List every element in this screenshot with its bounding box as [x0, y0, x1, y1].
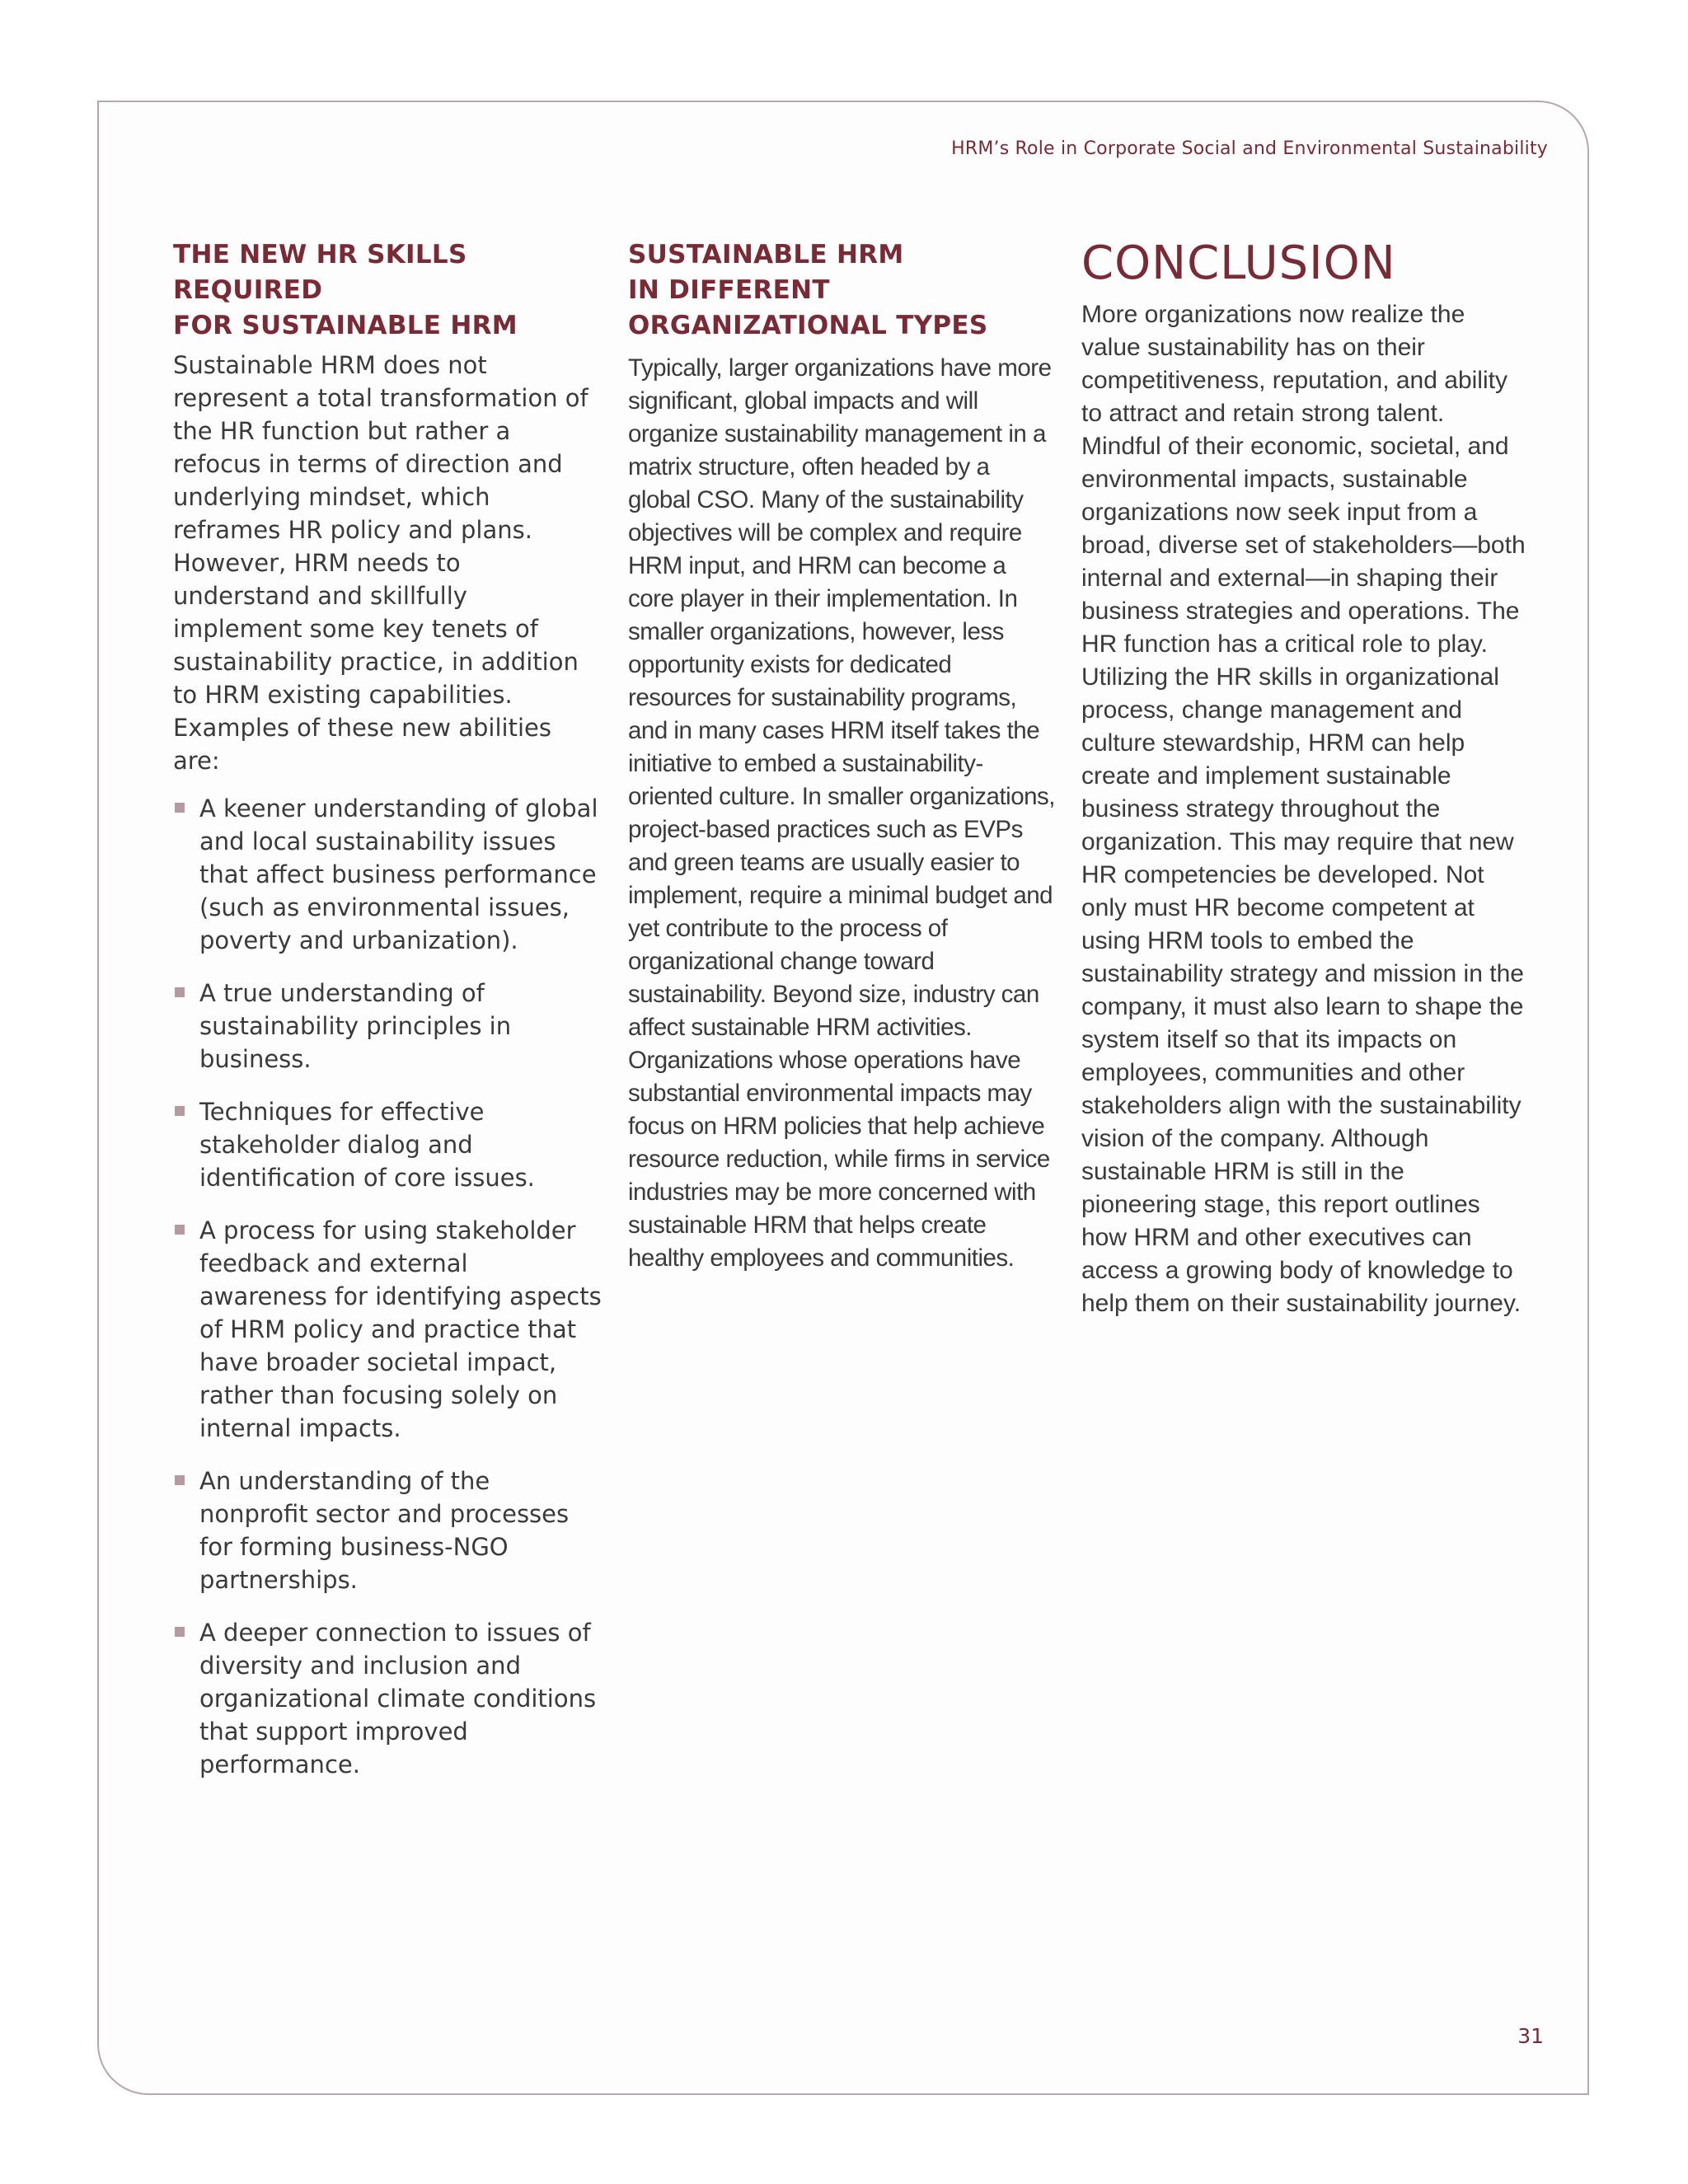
list-item-text: A true understanding of sustainability principles in business.: [199, 979, 512, 1073]
square-bullet-icon: [175, 987, 185, 997]
list-item: [173, 977, 602, 1076]
skills-bullet-list: [173, 792, 602, 1781]
intro-paragraph: Sustainable HRM does not represent a total transformation of the HR function but rather a refocus in terms of direction and underlying mindset, which reframes HR policy and plans. However, HRM needs to understand and skillfully implement some key tenets of sustainability practice, in addition to HRM existing capabilities. Examples of these new abilities are:: [173, 351, 588, 775]
list-item: [173, 1616, 602, 1781]
list-item: [173, 792, 602, 957]
square-bullet-icon: [175, 1225, 185, 1235]
square-bullet-icon: [175, 803, 185, 813]
list-item-text: A process for using stakeholder feedback and external awareness for identifying aspects of HRM policy and practice that have broader societal impact, rather than focusing solely on internal impacts.: [199, 1216, 602, 1442]
list-item-text: Techniques for effective stakeholder dialog and identification of core issues.: [199, 1098, 535, 1192]
column-organizational-types: [628, 237, 1057, 1275]
column-new-hr-skills: [173, 237, 602, 1801]
square-bullet-icon: [175, 1106, 185, 1116]
organizational-types-paragraph: Typically, larger organizations have more significant, global impacts and will organize sustainability management in a matrix structure, often headed by a global CSO. Many of the sustainability objectives will be complex and require HRM input, and HRM can become a core player in their implementation. In smaller organizations, however, less opportunity exists for dedicated resources for sustainability programs, and in many cases HRM itself takes the initiative to embed a sustainability-oriented culture. In smaller organizations, project-based practices such as EVPs and green teams are usually easier to implement, require a minimal budget and yet contribute to the process of organizational change toward sustainability. Beyond size, industry can affect sustainable HRM activities. Organizations whose operations have substantial environmental impacts may focus on HRM policies that help achieve resource reduction, while firms in service industries may be more concerned with sustainable HRM that helps create healthy employees and communities.: [628, 354, 1055, 1272]
column-conclusion: [1081, 237, 1526, 1320]
square-bullet-icon: [175, 1475, 185, 1485]
list-item: [173, 1095, 602, 1194]
conclusion-paragraph: More organizations now realize the value sustainability has on their competitiveness, reputation, and ability to attract and retain strong talent. Mindful of their economic, societal, and environmental impacts, sustainable organizations now seek input from a broad, diverse set of stakeholders—both internal and external—in shaping their business strategies and operations. The HR function has a critical role to play. Utilizing the HR skills in organizational process, change management and culture stewardship, HRM can help create and implement sustainable business strategy throughout the organization. This may require that new HR competencies be developed. Not only must HR become competent at using HRM tools to embed the sustainability strategy and mission in the company, it must also learn to shape the system itself so that its impacts on employees, communities and other stakeholders align with the sustainability vision of the company. Although sustainable HRM is still in the pioneering stage, this report outlines how HRM and other executives can access a growing body of knowledge to help them on their sustainability journey.: [1081, 301, 1526, 1317]
list-item: [173, 1214, 602, 1445]
square-bullet-icon: [175, 1627, 185, 1637]
heading-organizational-types: SUSTAINABLE HRM IN DIFFERENT ORGANIZATIONAL TYPES: [628, 240, 988, 340]
running-header: HRM’s Role in Corporate Social and Environmental Sustainability: [951, 138, 1548, 159]
list-item-text: A deeper connection to issues of diversity and inclusion and organizational climate conditions that support improved performance.: [199, 1619, 597, 1779]
list-item-text: An understanding of the nonprofit sector and processes for forming business-NGO partnerships.: [199, 1467, 570, 1594]
list-item-text: A keener understanding of global and local sustainability issues that affect business performance (such as environmental issues, poverty and urbanization).: [199, 794, 598, 954]
page-number: 31: [1517, 2024, 1544, 2048]
list-item: [173, 1465, 602, 1596]
heading-conclusion: CONCLUSION: [1081, 237, 1396, 290]
heading-new-hr-skills: THE NEW HR SKILLS REQUIRED FOR SUSTAINABLE HRM: [173, 240, 518, 340]
